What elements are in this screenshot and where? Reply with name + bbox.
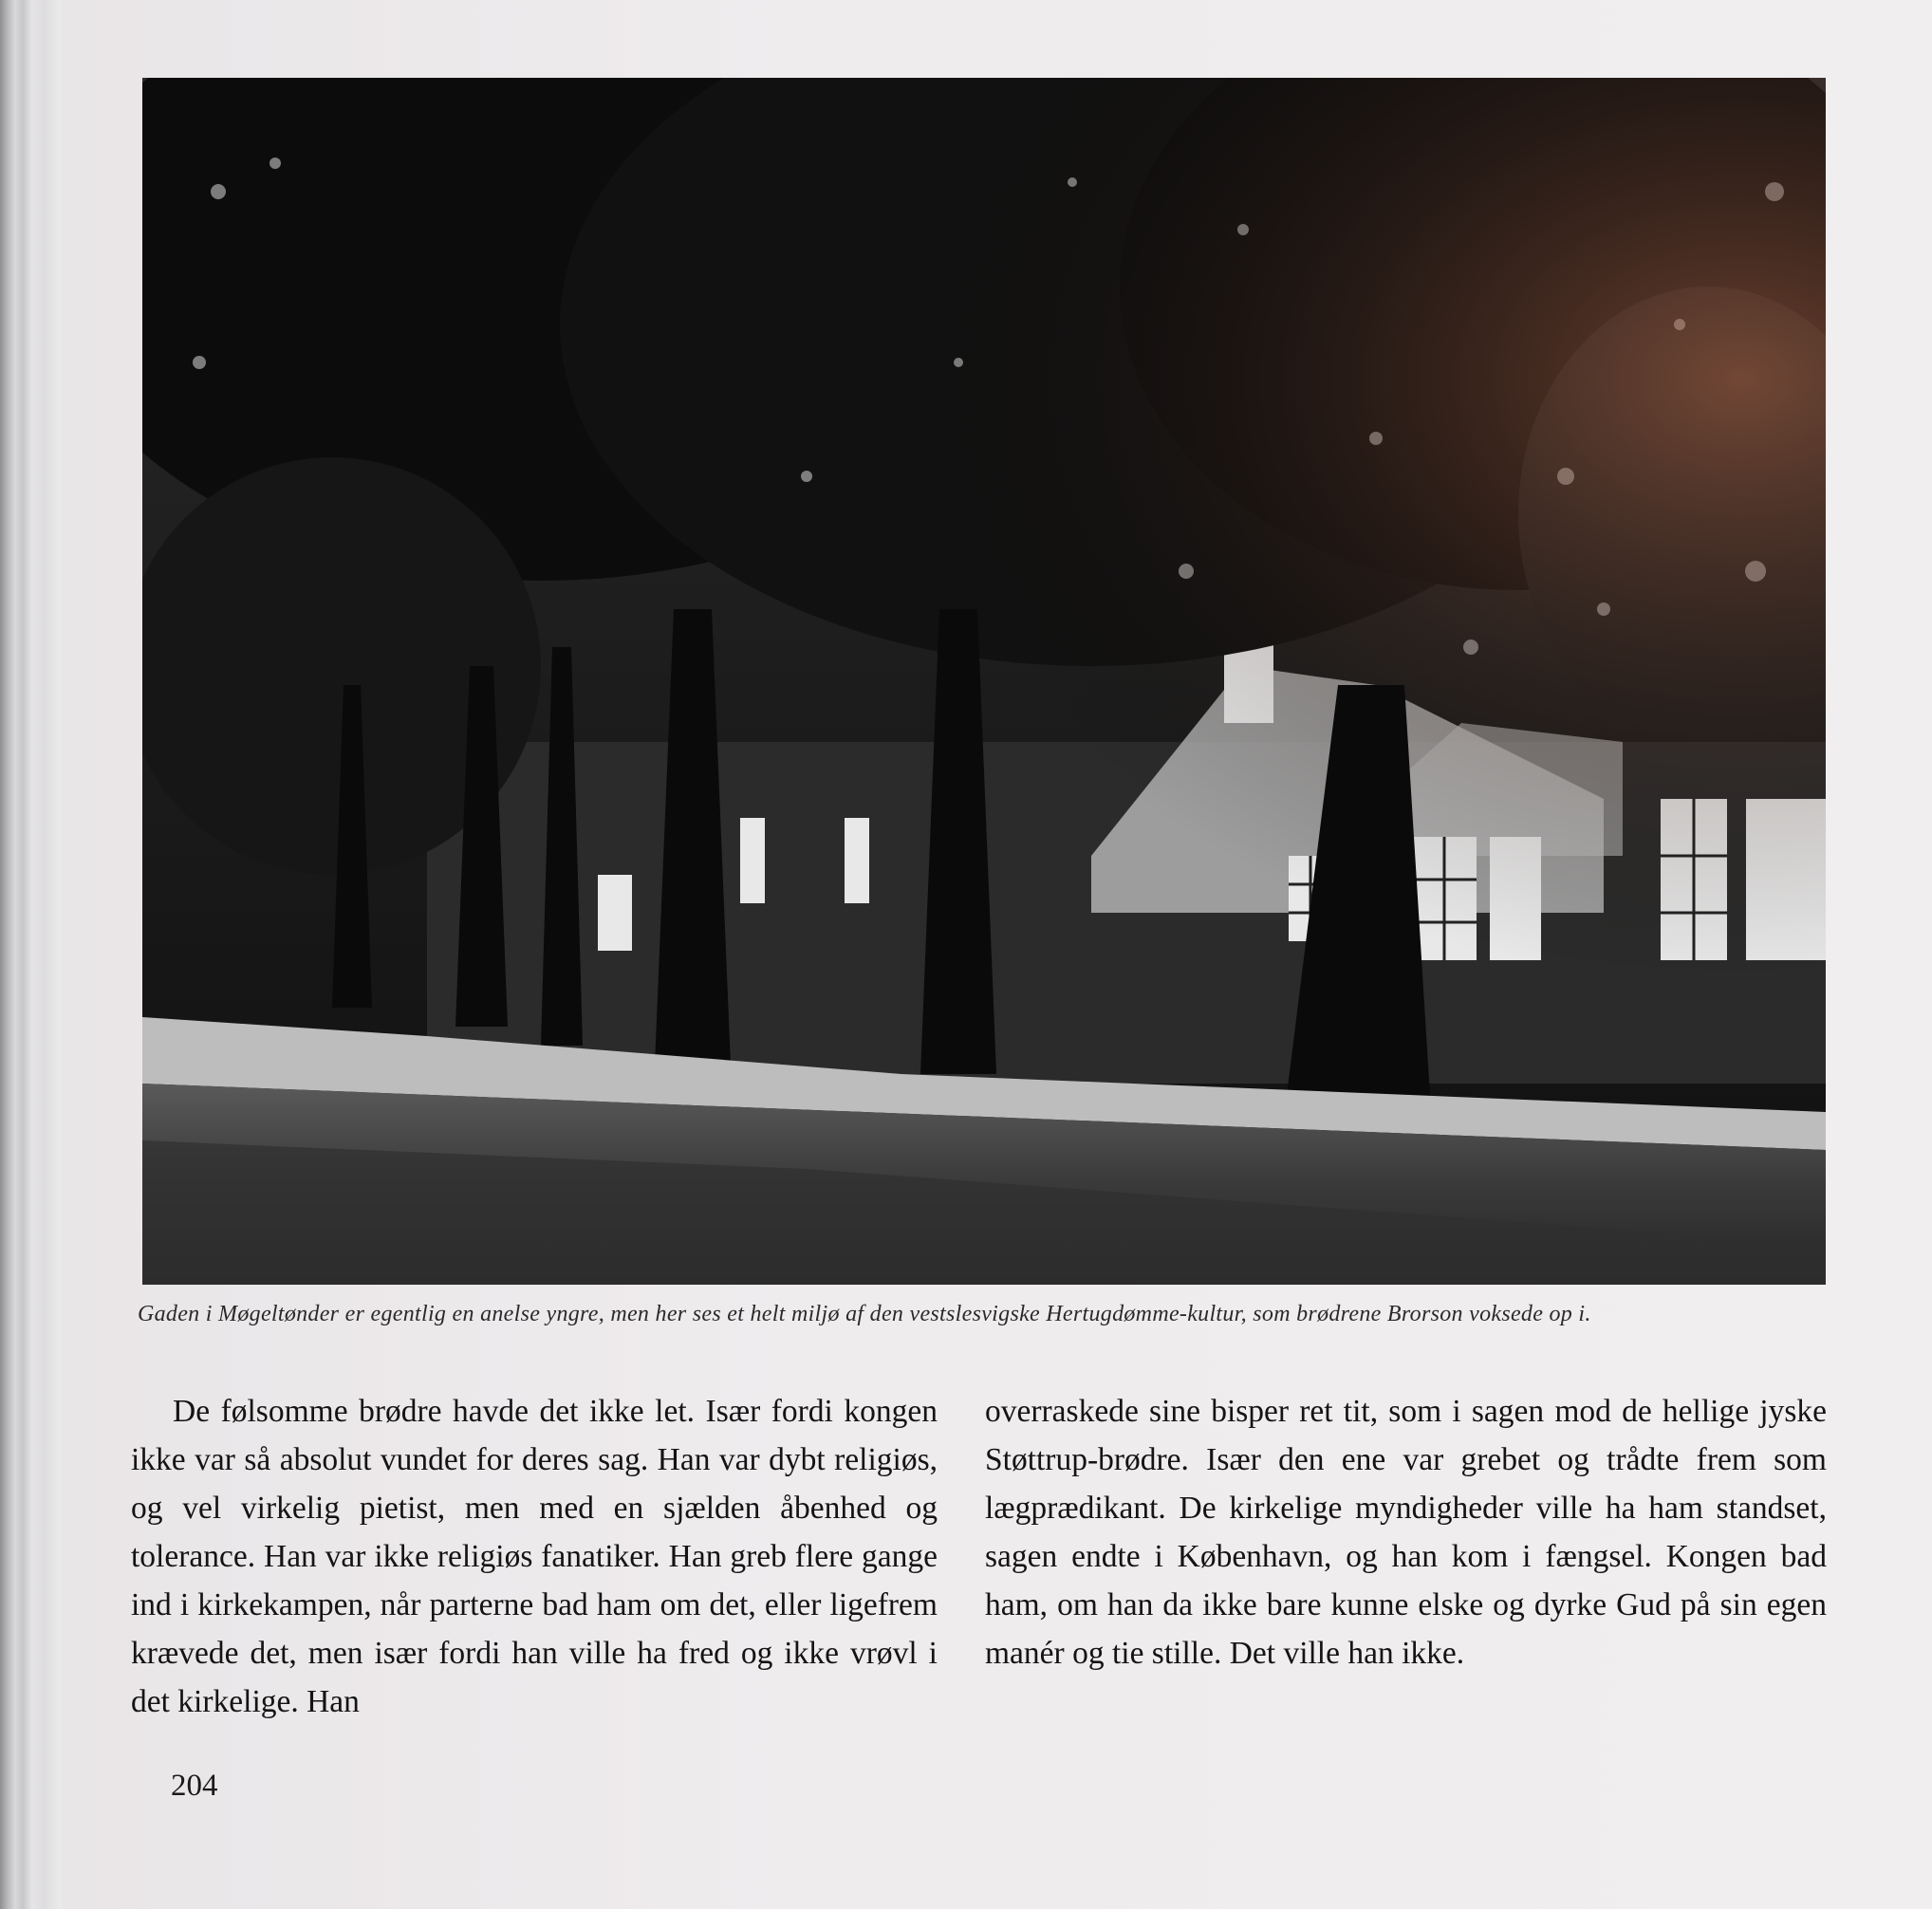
street-photo [142, 78, 1826, 1285]
body-text-left-column: De følsomme brødre havde det ikke let. Især fordi kongen ikke var så absolut vundet for deres sag. Han var dybt religiøs, og vel virkelig pietist, men med en sjælden åbenhed og tolerance. Han var ikke religiøs fanatiker. Han greb flere gange ind i kirkekampen, når parterne bad ham om det, eller ligefrem krævede det, men især fordi han ville ha fred og ikke vrøvl i det kirkelige. Han [131, 1394, 938, 1719]
photo-caption: Gaden i Møgeltønder er egentlig en anelse yngre, men her ses et helt miljø af den vestslesvigske Hertugdømme-kultur, som brødrene Brorson voksede op i. [138, 1302, 1591, 1326]
page-number: 204 [171, 1769, 218, 1803]
book-page-edge [0, 0, 61, 1909]
street-photo-image [142, 78, 1826, 1285]
body-text-right-column: overraskede sine bisper ret tit, som i sagen mod de hellige jyske Støttrup-brødre. Især den ene var grebet og trådte frem som lægprædikant. De kirkelige myndigheder ville ha ham standset, sagen endte i København, og han kom i fængsel. Kongen bad ham, om han da ikke bare kunne elske og dyrke Gud på sin egen manér og tie stille. Det ville han ikke. [985, 1394, 1827, 1671]
